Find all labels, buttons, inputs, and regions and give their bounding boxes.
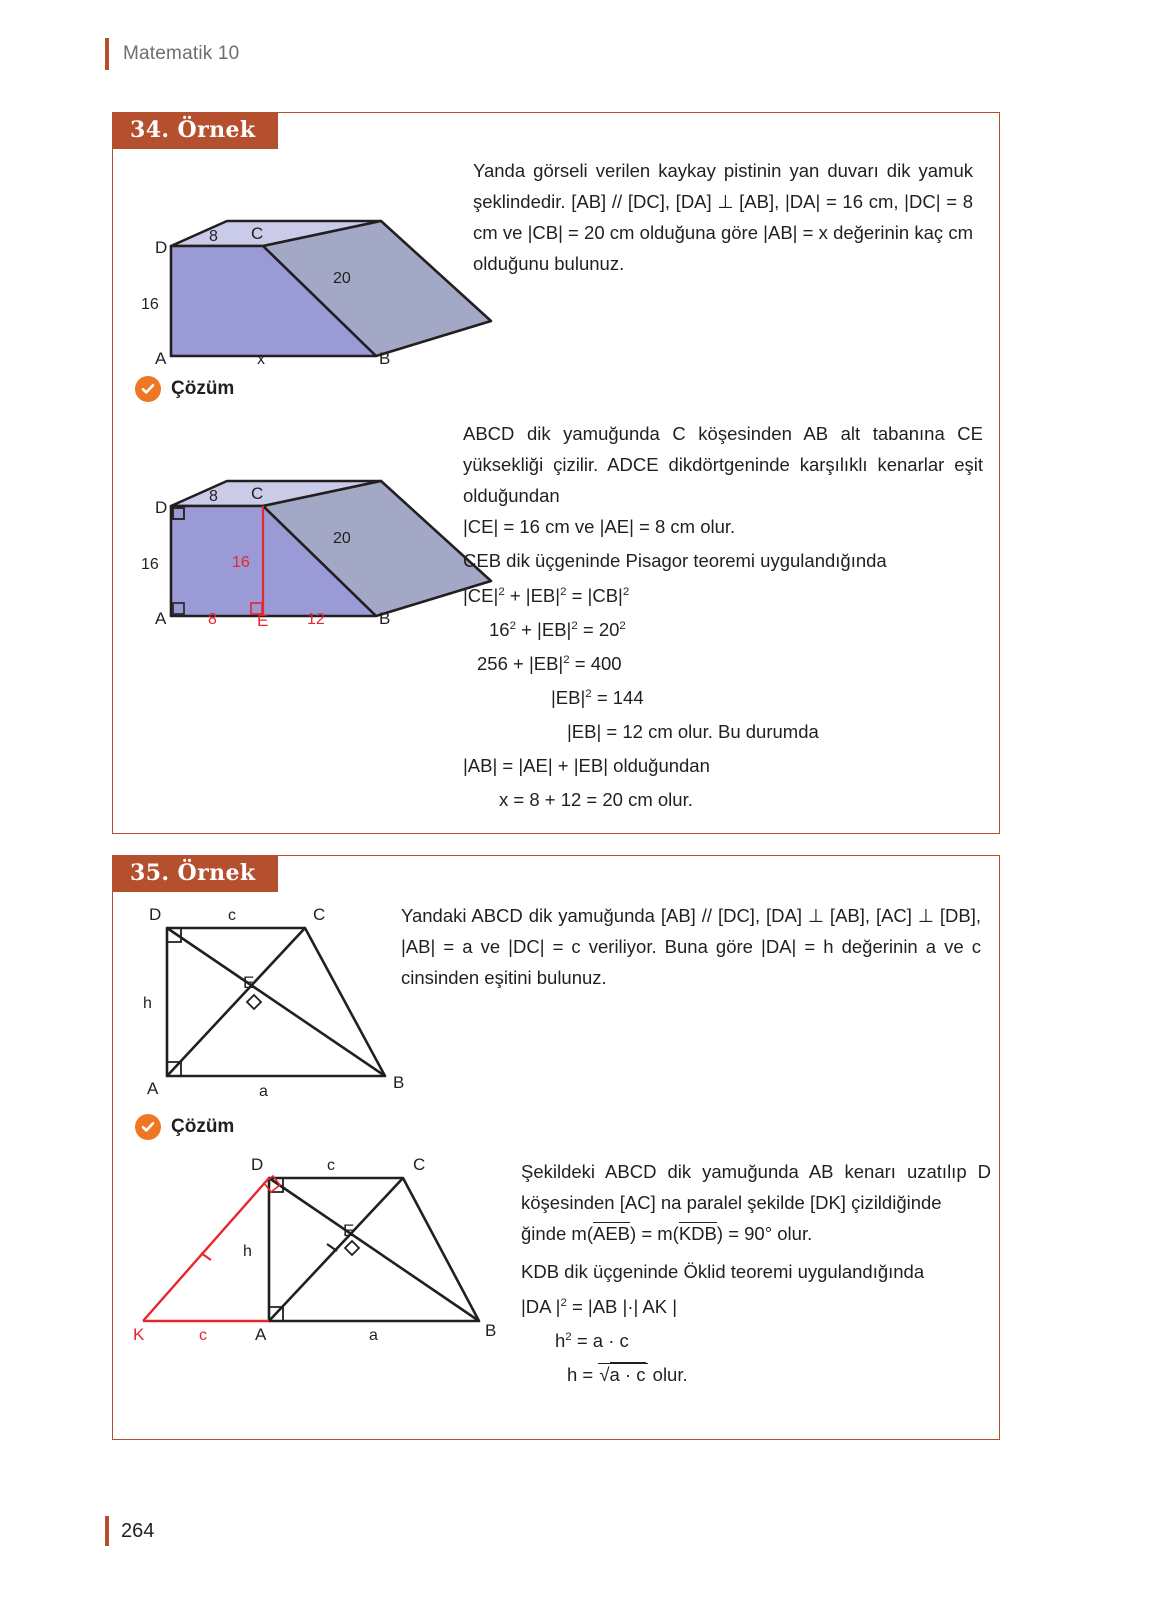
solution-35-para-1: Şekildeki ABCD dik yamuğunda AB kenarı uzatılıp D köşesinden [AC] na paralel şekilde [DK] çizildiğinde: [521, 1161, 991, 1213]
label-side-dc: c: [228, 907, 236, 924]
label-seg-ae: 8: [208, 611, 217, 628]
page-header: [105, 38, 239, 70]
solution-34-para-1: ABCD dik yamuğunda C köşesinden AB alt tabanına CE yüksekliği çizilir. ADCE dikdörtgeninde karşılıklı kenarlar eşit olduğundan: [463, 423, 983, 506]
math-line: $h^2 = a \cdot c$: [555, 1330, 629, 1351]
label-seg-eb: 12: [307, 611, 325, 628]
label-B: B: [393, 1073, 405, 1092]
footer-accent-bar: [105, 1516, 109, 1546]
label-C: C: [251, 224, 264, 243]
solution-label-35: Çözüm: [171, 1116, 235, 1137]
angle-line-prefix: ğinde m(: [521, 1223, 593, 1244]
label-side-da: h: [243, 1243, 252, 1260]
page-number: 264: [121, 1519, 155, 1542]
label-A: A: [155, 349, 167, 368]
solution-34-para-2: CEB dik üçgeninde Pisagor teoremi uygulandığında: [463, 550, 887, 571]
label-side-cb: 20: [333, 270, 351, 287]
example-35-badge: 35. Örnek: [112, 855, 278, 892]
solution-34-result-line: |CE| = 16 cm ve |AE| = 8 cm olur.: [463, 516, 736, 537]
math-line: $|CE|^2 + |EB|^2 = |CB|^2$: [463, 585, 630, 606]
label-D: D: [155, 498, 168, 517]
label-side-da: 16: [141, 296, 159, 313]
math-line: $256 + |EB|^2 = 400$: [477, 653, 622, 674]
label-D: D: [155, 238, 168, 257]
label-side-dc: 8: [209, 488, 218, 505]
label-D: D: [251, 1155, 264, 1174]
math-line: |DA $|^2 = |AB$ |·| AK |: [521, 1296, 678, 1317]
label-A: A: [155, 609, 167, 628]
header-title: Matematik 10: [123, 43, 240, 64]
label-side-da: 16: [141, 556, 159, 573]
header-accent-bar: [105, 38, 109, 70]
solution-35-math: [521, 1290, 688, 1392]
label-side-ab: a: [259, 1083, 268, 1100]
label-C: C: [251, 484, 264, 503]
math-line: |AB| = |AE| + |EB| olduğundan: [463, 755, 710, 776]
label-C: C: [313, 905, 326, 924]
label-side-ab: x: [257, 351, 265, 368]
label-E: E: [343, 1221, 355, 1240]
label-B: B: [379, 349, 391, 368]
label-side-da: h: [143, 995, 152, 1012]
math-line: h = √a · c olur.: [567, 1364, 688, 1385]
check-circle-icon: [135, 1114, 161, 1140]
angle-line-mid: ) = m(: [630, 1223, 679, 1244]
label-side-ka: c: [199, 1327, 207, 1344]
math-line: $|EB|^2 = 144$: [551, 687, 644, 708]
label-B: B: [379, 609, 391, 628]
label-K: K: [133, 1325, 145, 1344]
example-35-box: [112, 855, 1000, 1440]
label-E: E: [257, 611, 269, 630]
check-circle-icon: [135, 376, 161, 402]
label-B: B: [485, 1321, 497, 1340]
page-footer: [105, 1516, 154, 1546]
arc-kdb: KDB: [678, 1223, 717, 1244]
figure-trapezoid-with-DK: [131, 1156, 501, 1356]
math-line: |EB| = 12 cm olur. Bu durumda: [567, 721, 819, 742]
solution-35-para-2: KDB dik üçgeninde Öklid teoremi uygulandığında: [521, 1261, 925, 1282]
example-34-question: Yanda görseli verilen kaykay pistinin yan duvarı dik yamuk şeklindedir. [AB] // [DC], [DA] ⊥ [AB], |DA| = 16 cm, |DC| = 8 cm ve |CB| = 20 cm olduğuna göre |AB| = x değerinin kaç cm olduğunu bulunuz.: [473, 160, 973, 274]
figure-skate-ramp-with-height: [131, 421, 491, 630]
label-E: E: [243, 973, 255, 992]
arc-aeb: AEB: [592, 1223, 631, 1244]
solution-35-angle-line: [521, 1218, 812, 1249]
example-34-badge: 34. Örnek: [112, 112, 278, 149]
label-side-cb: 20: [333, 530, 351, 547]
label-side-ab: a: [369, 1327, 378, 1344]
solution-heading-35: [135, 1114, 234, 1140]
label-D: D: [149, 905, 162, 924]
math-line: x = 8 + 12 = 20 cm olur.: [499, 789, 693, 810]
figure-skate-ramp: [131, 161, 491, 368]
label-A: A: [255, 1325, 267, 1344]
math-line: $16^2 + |EB|^2 = 20^2$: [489, 619, 626, 640]
label-height-ce: 16: [232, 554, 250, 571]
solution-heading-34: [135, 376, 234, 402]
figure-right-trapezoid: [135, 898, 425, 1098]
label-C: C: [413, 1155, 426, 1174]
example-34-box: [112, 112, 1000, 834]
angle-line-suffix: ) = 90° olur.: [716, 1223, 813, 1244]
solution-label-34: Çözüm: [171, 378, 235, 399]
example-35-question: Yandaki ABCD dik yamuğunda [AB] // [DC], [DA] ⊥ [AB], [AC] ⊥ [DB], |AB| = a ve |DC| = c veriliyor. Buna göre |DA| = h değerinin a ve c cinsinden eşitini bulunuz.: [401, 905, 981, 988]
label-side-dc: c: [327, 1157, 335, 1174]
solution-34-math: [463, 579, 819, 817]
label-side-dc: 8: [209, 228, 218, 245]
label-A: A: [147, 1079, 159, 1098]
